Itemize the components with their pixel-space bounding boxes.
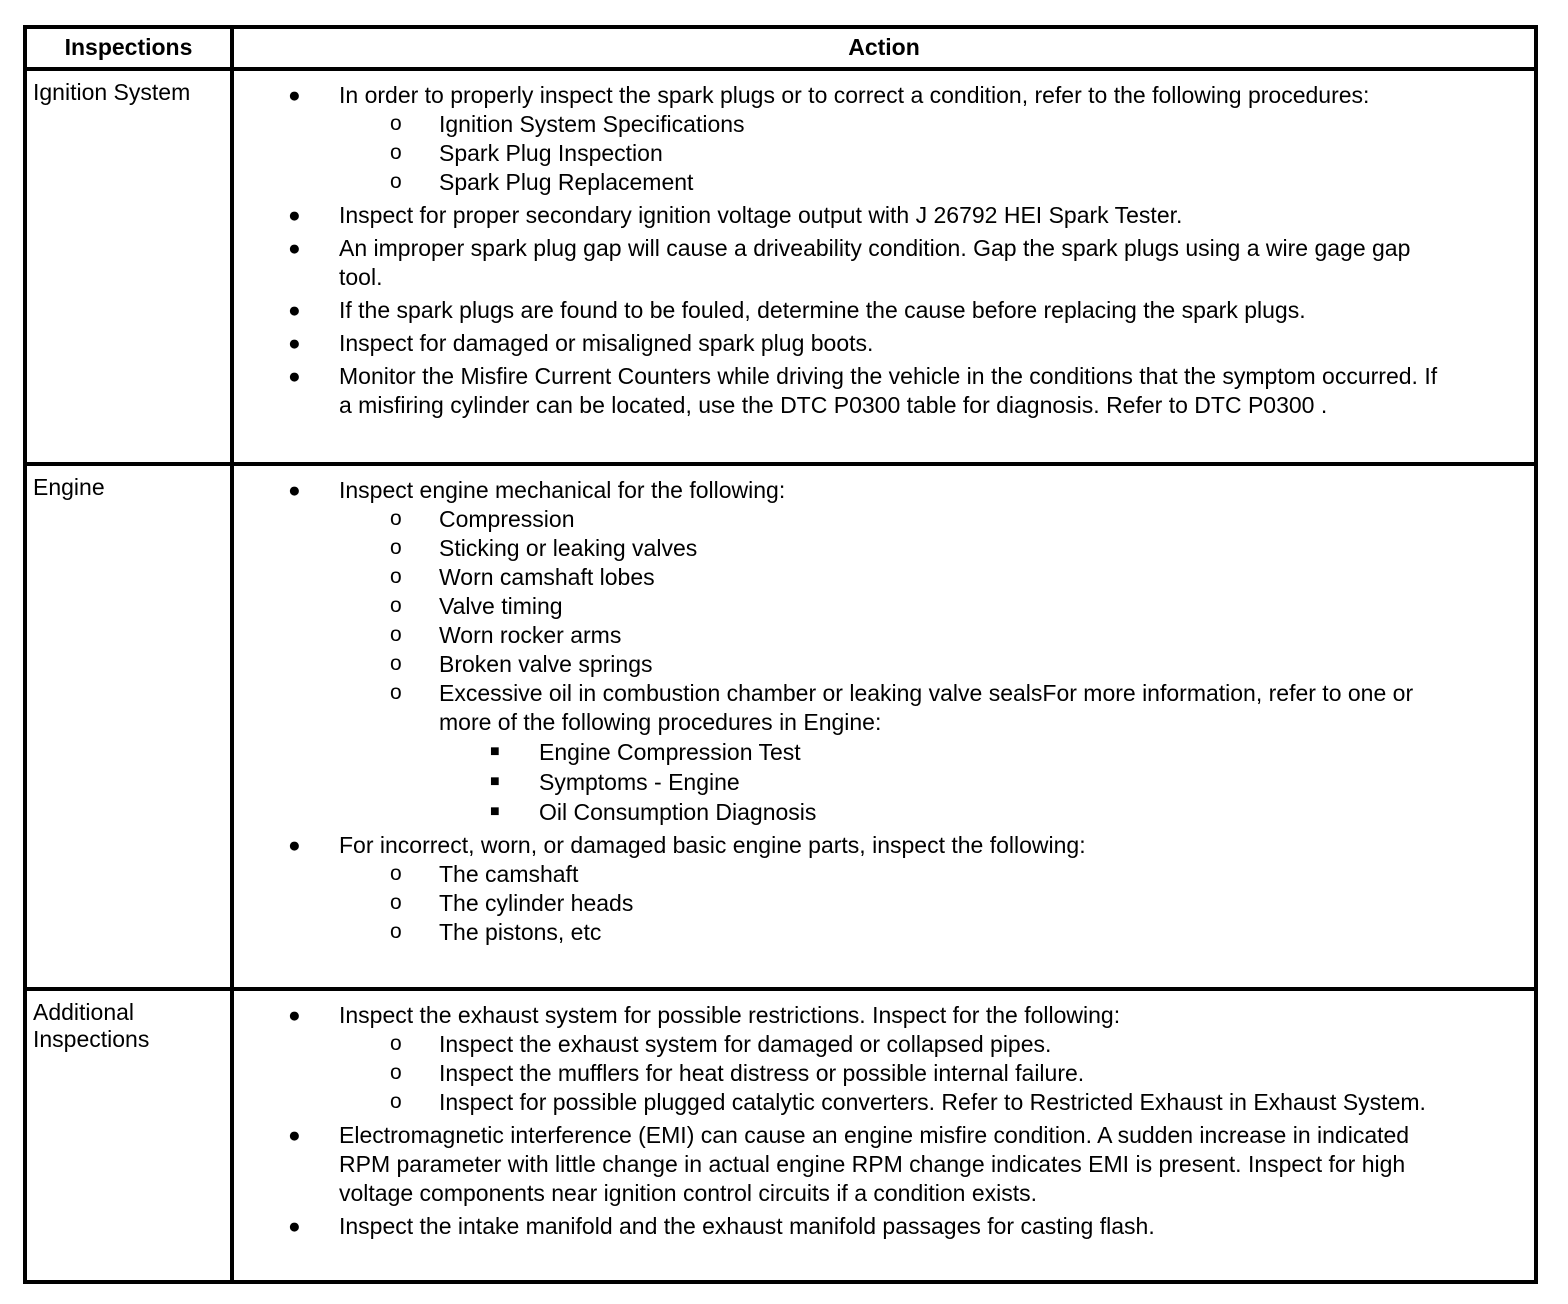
bullet-icon: ●	[288, 204, 301, 227]
bullet-icon: ●	[288, 1215, 301, 1238]
circle-bullet-icon: o	[390, 652, 402, 675]
bullet-icon: ●	[288, 237, 301, 260]
header-inspections: Inspections	[64, 34, 193, 60]
circle-bullet-icon: o	[390, 112, 402, 135]
row-label-ignition-system: Ignition System	[33, 79, 191, 105]
circle-bullet-icon: o	[390, 1090, 402, 1113]
circle-bullet-icon: o	[390, 920, 402, 943]
circle-bullet-icon: o	[390, 594, 402, 617]
row-label-additional-inspections: Additional Inspections	[33, 999, 150, 1052]
circle-bullet-icon: o	[390, 1032, 402, 1055]
row-divider	[27, 462, 1534, 466]
bullet-icon: ●	[288, 332, 301, 355]
square-bullet-icon: ■	[490, 773, 500, 790]
bullet-icon: ●	[288, 84, 301, 107]
bullet-icon: ●	[288, 834, 301, 857]
circle-bullet-icon: o	[390, 141, 402, 164]
square-bullet-icon: ■	[490, 743, 500, 760]
row-divider	[27, 987, 1534, 991]
bullet-icon: ●	[288, 1124, 301, 1147]
row-label-engine: Engine	[33, 474, 105, 500]
circle-bullet-icon: o	[390, 507, 402, 530]
bullet-icon: ●	[288, 1004, 301, 1027]
square-bullet-icon: ■	[490, 803, 500, 820]
circle-bullet-icon: o	[390, 862, 402, 885]
circle-bullet-icon: o	[390, 1061, 402, 1084]
circle-bullet-icon: o	[390, 565, 402, 588]
header-divider	[27, 67, 1534, 71]
circle-bullet-icon: o	[390, 170, 402, 193]
column-divider	[230, 29, 234, 1280]
circle-bullet-icon: o	[390, 623, 402, 646]
circle-bullet-icon: o	[390, 891, 402, 914]
bullet-icon: ●	[288, 299, 301, 322]
inspection-table: Inspections Action Ignition System ● In order to properly inspect the spark plugs or to correct a condition, refer to the following procedures: o Ignition System Specifications o Spark Plug Inspection o Spark Plug Replacement ● Inspect for proper secondary ignition voltage output with J 26792 HEI Spark Tester. ● An improper spark plug gap will cause a driveability condition. Gap the spark plugs using a wire gage gap tool. ● If the spark plugs are found to be fouled, determine the cause before replacing the spark plugs. ● Inspect for damaged or misaligned spark plug boots. ● Monitor the Misfire Current Counters while driving the vehicle in the conditions that the symptom occurred. If a misfiring cylinder can be located, use the DTC P0300 table for diagnosis. Refer to DTC P0300 . Engine ● Inspect engine mechanical for the following: o Compression o Sticking or leaking valves o Worn camshaft lobes o Valve timing o Worn rocker arms o Broken valve springs o Excessive oil in combustion chamber or leaking valve sealsFor more information, refer to one or more of the following procedures in Engine: ■ Engine Compression Test ■ Symptoms - Engine ■ Oil Consumption Diagnosis ● For incorrect, worn, or damaged basic engine parts, inspect the following: o The camshaft o The cylinder heads o The pistons, etc Additional Inspections ● Inspect the exhaust system for possible restrictions. Inspect for the following: o Inspect the exhaust system for damaged or collapsed pipes. o Inspect the mufflers for heat distress or possible internal failure. o Inspect for possible plugged catalytic converters. Refer to Restricted Exhaust in Exhaust System. ● Electromagnetic interference (EMI) can cause an engine misfire condition. A sudden increase in indicated RPM parameter with little change in actual engine RPM change indicates EMI is present. Inspect for high voltage components near ignition control circuits if a condition exists. ● Inspect the intake manifold and the exhaust manifold passages for casting flash.	[23, 25, 1538, 1284]
bullet-icon: ●	[288, 365, 301, 388]
circle-bullet-icon: o	[390, 536, 402, 559]
circle-bullet-icon: o	[390, 681, 402, 704]
bullet-icon: ●	[288, 479, 301, 502]
header-action: Action	[848, 34, 920, 60]
